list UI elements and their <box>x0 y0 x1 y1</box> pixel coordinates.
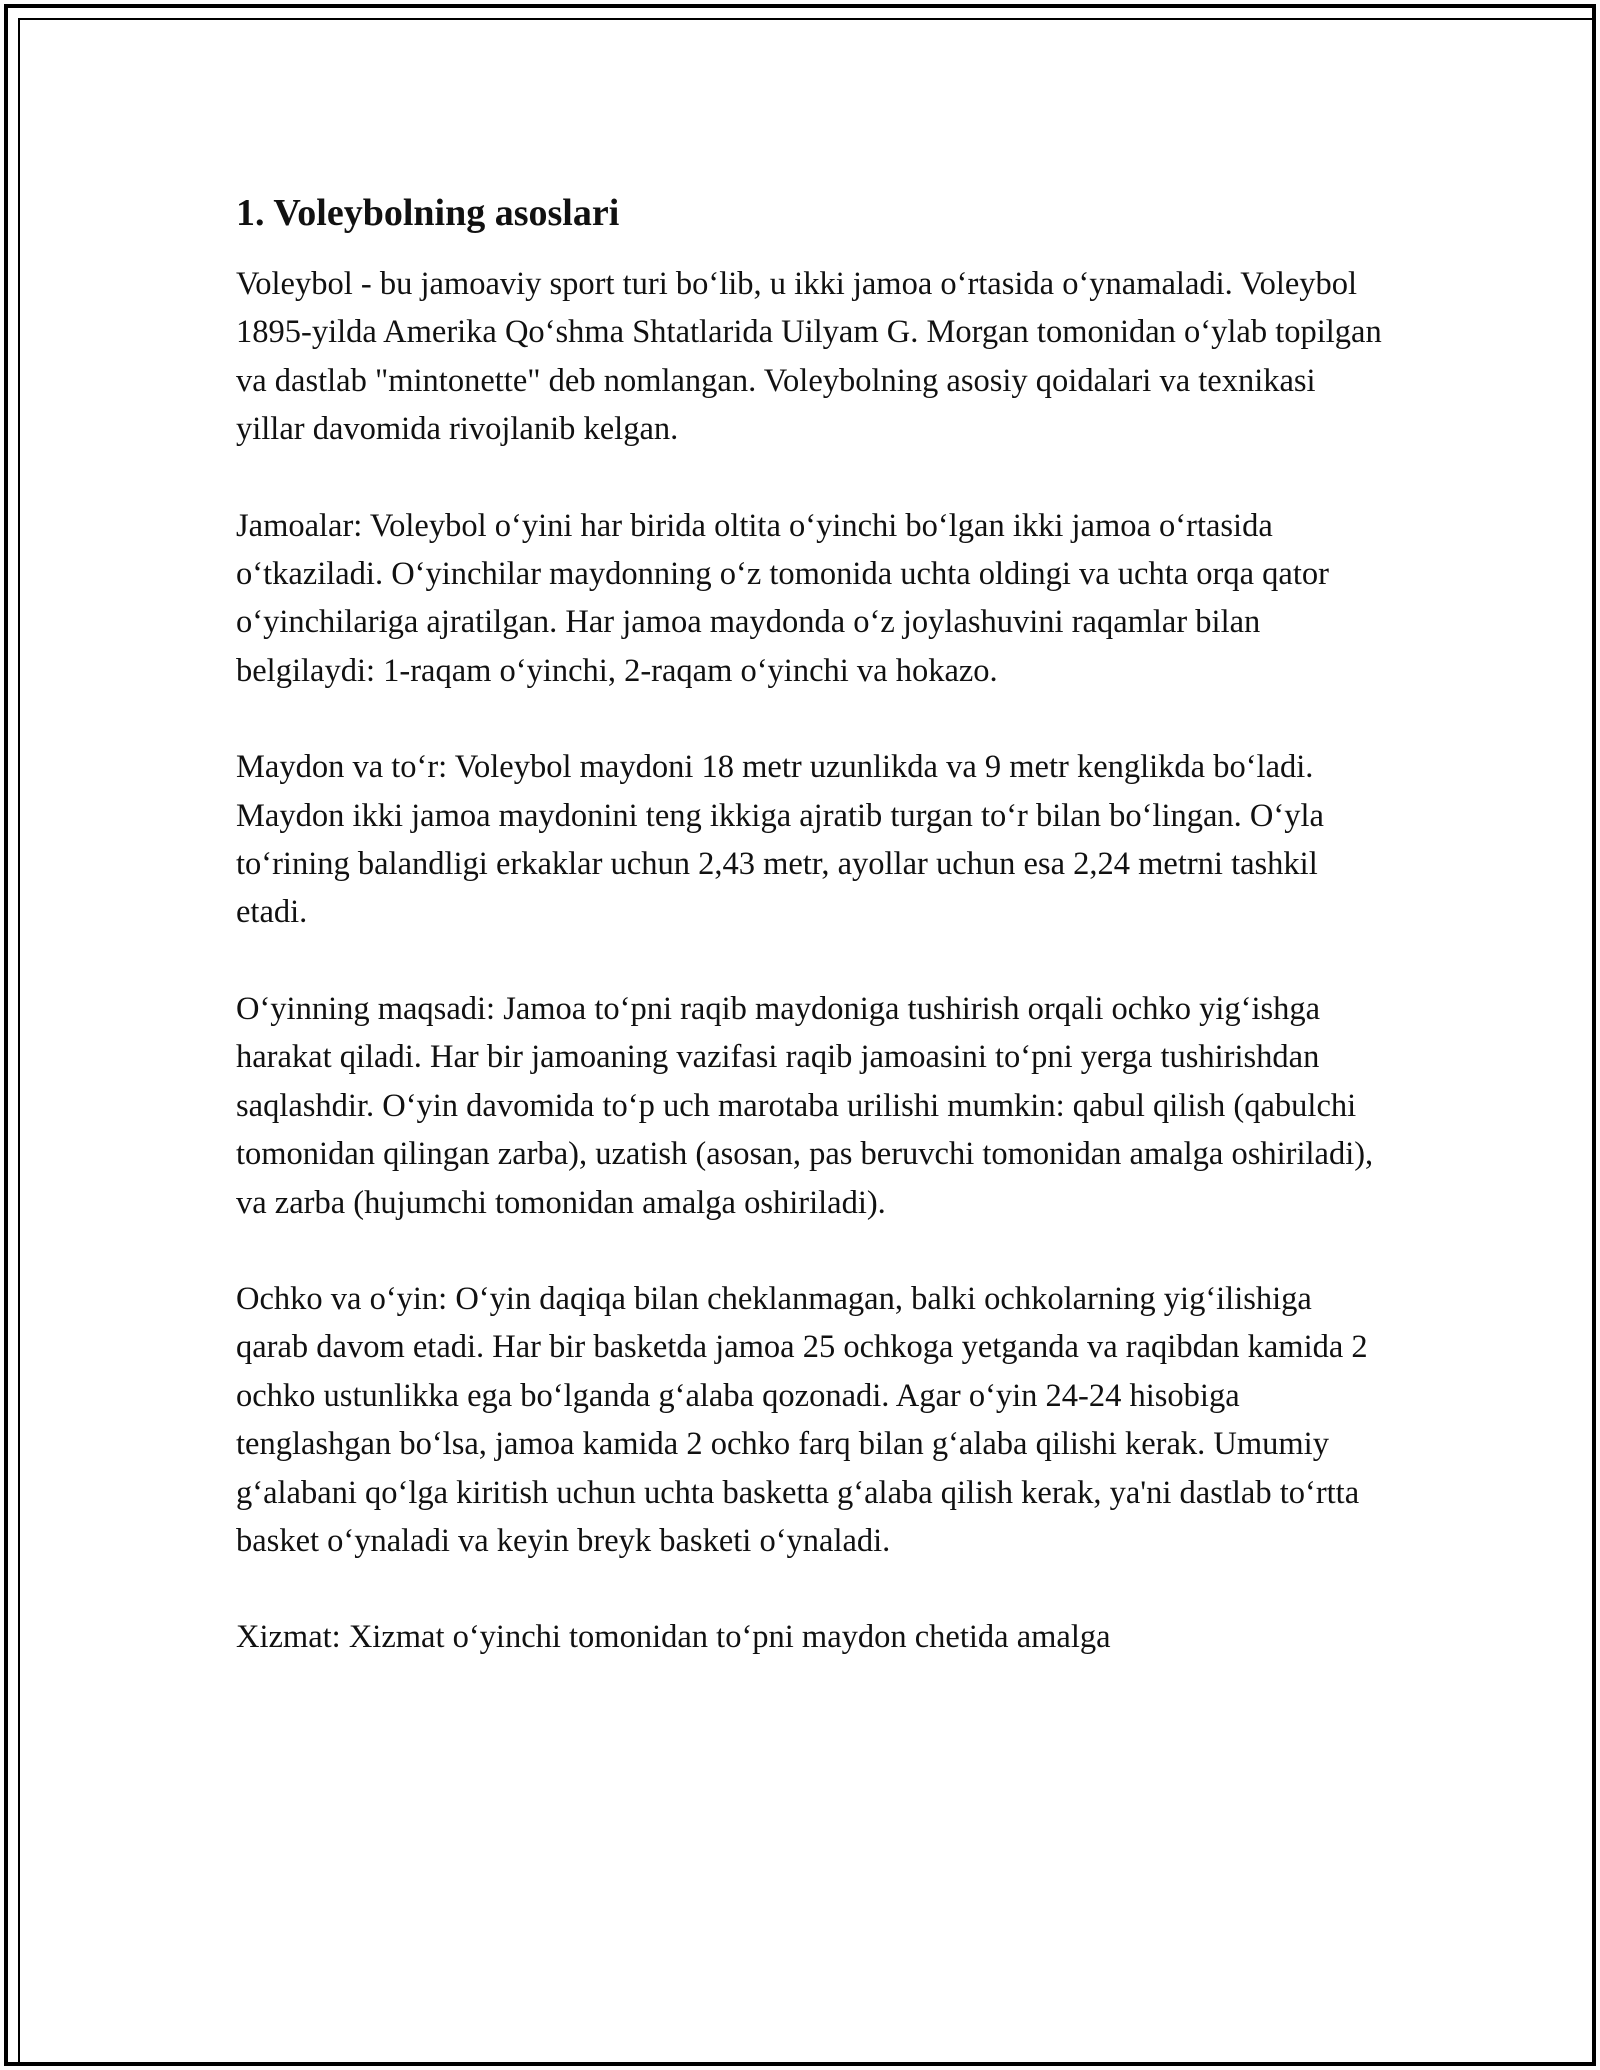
paragraph-game-objective: O‘yinning maqsadi: Jamoa to‘pni raqib maydoniga tushirish orqali ochko yig‘ishga harakat qiladi. Har bir jamoaning vazifasi raqib jamoasini to‘pni yerga tushirishdan saqlashdir. O‘yin davomida to‘p uch marotaba urilishi mumkin: qabul qilish (qabulchi tomonidan qilingan zarba), uzatish (asosan, pas beruvchi tomonidan amalga oshiriladi), va zarba (hujumchi tomonidan amalga oshiriladi). <box>236 990 1374 1221</box>
paragraph-service: Xizmat: Xizmat o‘yinchi tomonidan to‘pni maydon chetida amalga <box>236 1619 1111 1656</box>
document-body <box>236 188 1386 1710</box>
paragraph-intro: Voleybol - bu jamoaviy sport turi bo‘lib, u ikki jamoa o‘rtasida o‘ynamaladi. Voleybol 1895-yilda Amerika Qo‘shma Shtatlarida Uilyam G. Morgan tomonidan o‘ylab topilgan va dastlab "mintonette" deb nomlangan. Voleybolning asosiy qoidalari va texnikasi yillar davomida rivojlanib kelgan. <box>236 266 1382 448</box>
section-heading: 1. Voleybolning asoslari <box>236 192 620 234</box>
paragraph-points-and-game: Ochko va o‘yin: O‘yin daqiqa bilan cheklanmagan, balki ochkolarning yig‘ilishiga qarab davom etadi. Har bir basketda jamoa 25 ochkoga yetganda va raqibdan kamida 2 ochko ustunlikka ega bo‘lganda g‘alaba qozonadi. Agar o‘yin 24-24 hisobiga tenglashgan bo‘lsa, jamoa kamida 2 ochko farq bilan g‘alaba qilishi kerak. Umumiy g‘alabani qo‘lga kiritish uchun uchta basketta g‘alaba qilish kerak, ya'ni dastlab to‘rtta basket o‘ynaladi va keyin breyk basketi o‘ynaladi. <box>236 1280 1368 1559</box>
paragraph-court-and-net: Maydon va to‘r: Voleybol maydoni 18 metr uzunlikda va 9 metr kenglikda bo‘ladi. Maydon ikki jamoa maydonini teng ikkiga ajratib turgan to‘r bilan bo‘lingan. O‘yla to‘rining balandligi erkaklar uchun 2,43 metr, ayollar uchun esa 2,24 metrni tashkil etadi. <box>236 749 1324 931</box>
paragraph-teams: Jamoalar: Voleybol o‘yini har birida oltita o‘yinchi bo‘lgan ikki jamoa o‘rtasida o‘tkaziladi. O‘yinchilar maydonning o‘z tomonida uchta oldingi va uchta orqa qator o‘yinchilariga ajratilgan. Har jamoa maydonda o‘z joylashuvini raqamlar bilan belgilaydi: 1-raqam o‘yinchi, 2-raqam o‘yinchi va hokazo. <box>236 507 1329 689</box>
